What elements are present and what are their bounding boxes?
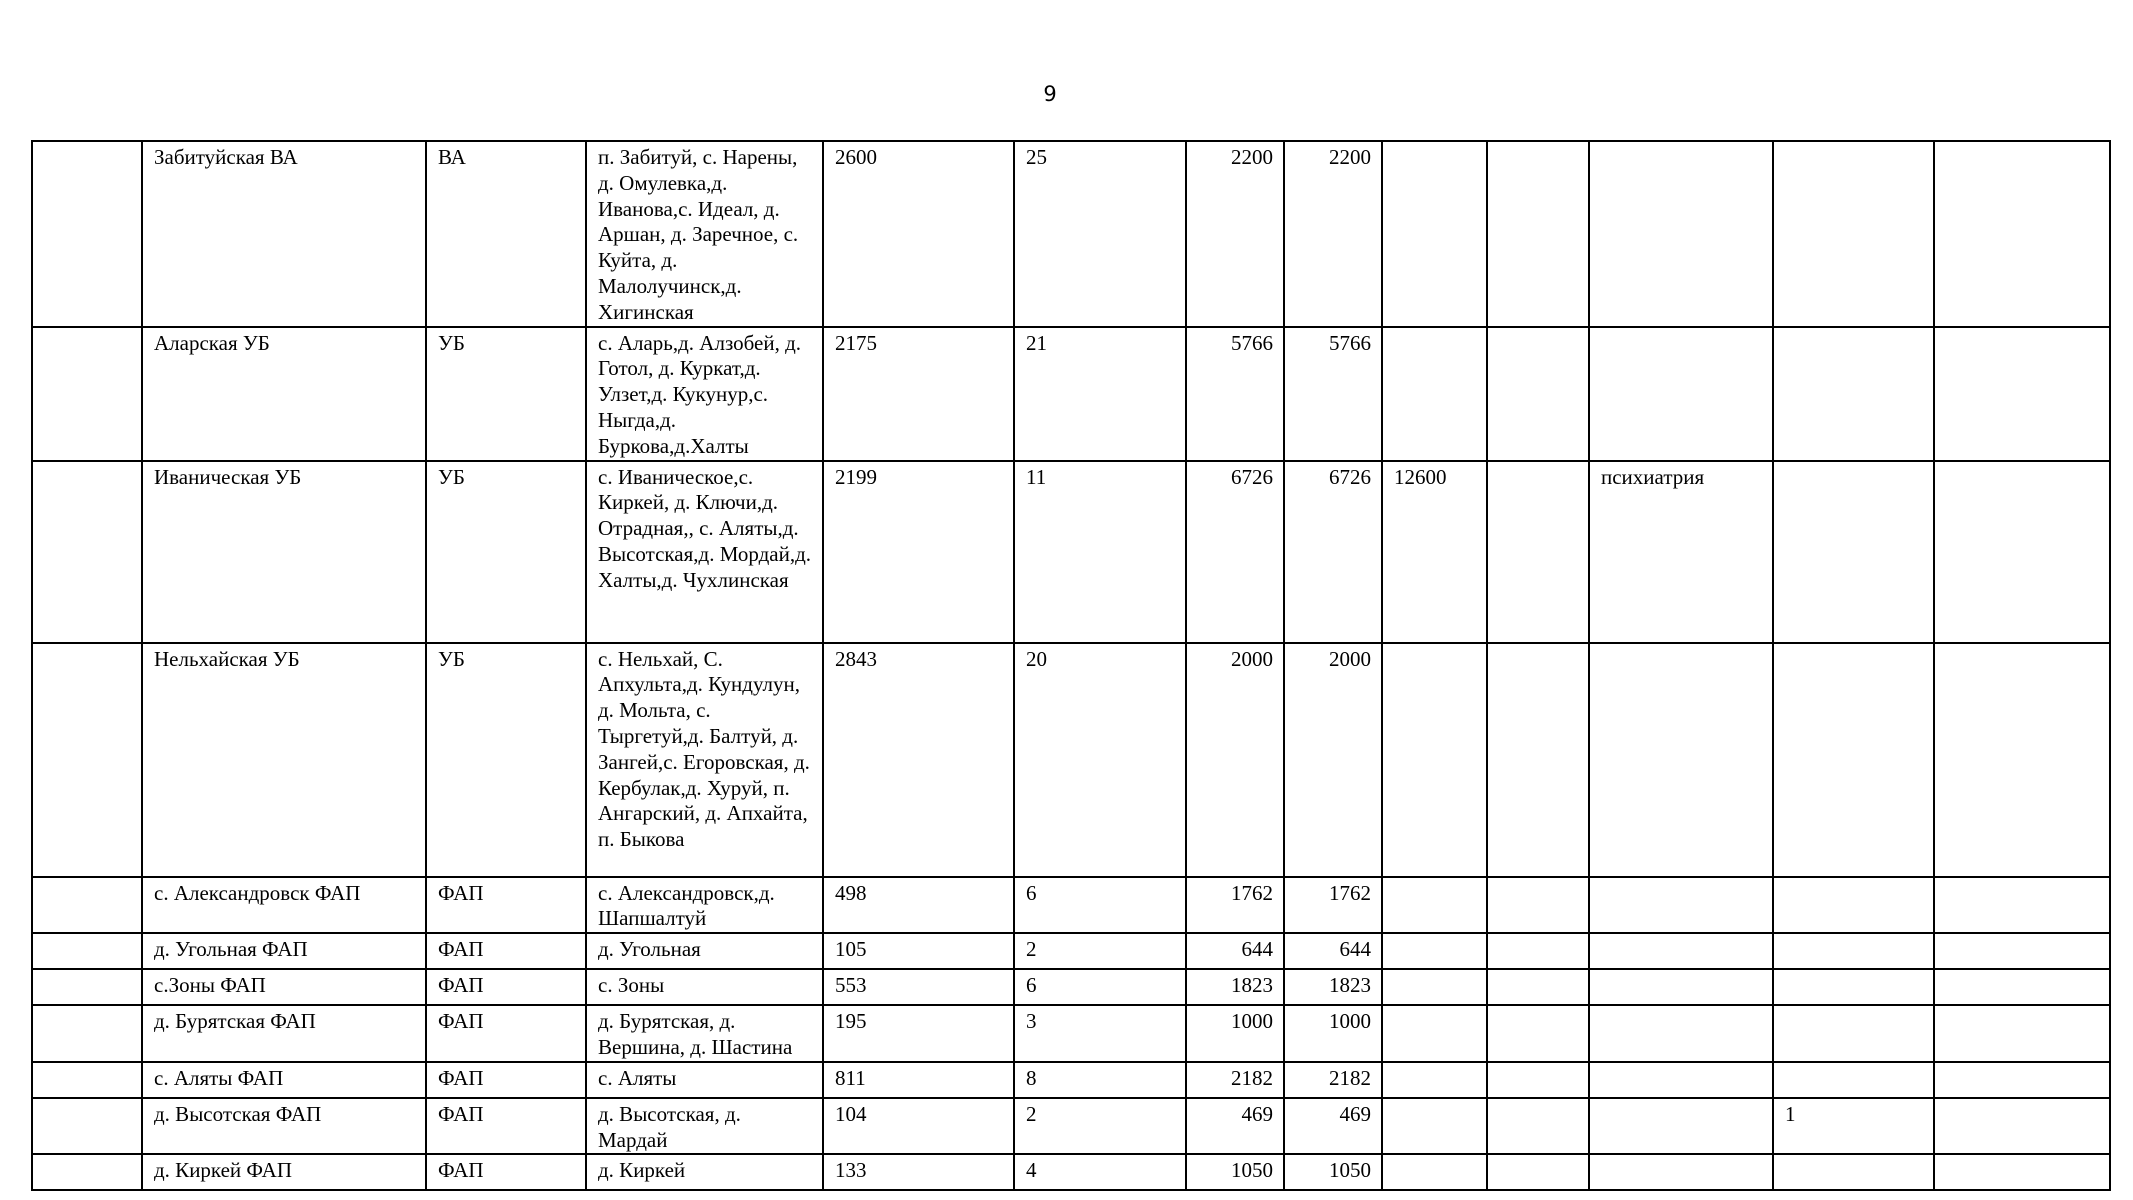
value-cell-5: 2 xyxy=(1014,1098,1186,1155)
facility-type-cell: ФАП xyxy=(426,933,586,969)
value-cell-7: 1050 xyxy=(1284,1154,1382,1190)
value-cell-6: 1762 xyxy=(1186,877,1284,934)
facility-name-cell: д. Высотская ФАП xyxy=(142,1098,426,1155)
facility-name-cell: Аларская УБ xyxy=(142,327,426,461)
value-cell-9 xyxy=(1487,1154,1589,1190)
value-cell-12 xyxy=(1934,877,2110,934)
value-cell-10 xyxy=(1589,1005,1773,1062)
facility-name-cell: д. Киркей ФАП xyxy=(142,1154,426,1190)
value-cell-4: 2600 xyxy=(823,141,1014,327)
index-cell xyxy=(32,933,142,969)
value-cell-12 xyxy=(1934,643,2110,877)
table-row xyxy=(32,877,2110,934)
value-cell-12 xyxy=(1934,969,2110,1005)
value-cell-5: 20 xyxy=(1014,643,1186,877)
value-cell-4: 553 xyxy=(823,969,1014,1005)
value-cell-5: 21 xyxy=(1014,327,1186,461)
value-cell-5: 4 xyxy=(1014,1154,1186,1190)
value-cell-10 xyxy=(1589,327,1773,461)
value-cell-4: 2199 xyxy=(823,461,1014,643)
value-cell-6: 5766 xyxy=(1186,327,1284,461)
value-cell-10 xyxy=(1589,1098,1773,1155)
index-cell xyxy=(32,1005,142,1062)
value-cell-11 xyxy=(1773,141,1934,327)
value-cell-7: 2182 xyxy=(1284,1062,1382,1098)
value-cell-11: 1 xyxy=(1773,1098,1934,1155)
index-cell xyxy=(32,1098,142,1155)
facility-type-cell: ФАП xyxy=(426,1062,586,1098)
facility-type-cell: ФАП xyxy=(426,1098,586,1155)
localities-cell: с. Аларь,д. Алзобей, д. Готол, д. Куркат,д. Улзет,д. Кукунур,с. Ныгда,д. Буркова,д.Халты xyxy=(586,327,823,461)
value-cell-6: 2182 xyxy=(1186,1062,1284,1098)
value-cell-8 xyxy=(1382,1005,1487,1062)
localities-cell: с. Зоны xyxy=(586,969,823,1005)
value-cell-9 xyxy=(1487,933,1589,969)
facility-name-cell: д. Угольная ФАП xyxy=(142,933,426,969)
table-row xyxy=(32,1154,2110,1190)
value-cell-12 xyxy=(1934,327,2110,461)
value-cell-7: 5766 xyxy=(1284,327,1382,461)
table-row xyxy=(32,1005,2110,1062)
facility-type-cell: УБ xyxy=(426,461,586,643)
value-cell-6: 6726 xyxy=(1186,461,1284,643)
value-cell-11 xyxy=(1773,1005,1934,1062)
value-cell-9 xyxy=(1487,969,1589,1005)
value-cell-7: 1000 xyxy=(1284,1005,1382,1062)
facility-type-cell: УБ xyxy=(426,643,586,877)
value-cell-6: 469 xyxy=(1186,1098,1284,1155)
value-cell-9 xyxy=(1487,1062,1589,1098)
value-cell-6: 1050 xyxy=(1186,1154,1284,1190)
value-cell-8 xyxy=(1382,327,1487,461)
facility-name-cell: д. Бурятская ФАП xyxy=(142,1005,426,1062)
value-cell-10 xyxy=(1589,141,1773,327)
index-cell xyxy=(32,1154,142,1190)
value-cell-6: 2200 xyxy=(1186,141,1284,327)
value-cell-4: 811 xyxy=(823,1062,1014,1098)
value-cell-6: 1000 xyxy=(1186,1005,1284,1062)
value-cell-8 xyxy=(1382,969,1487,1005)
localities-cell: с. Аляты xyxy=(586,1062,823,1098)
facility-name-cell: с. Александровск ФАП xyxy=(142,877,426,934)
value-cell-7: 1762 xyxy=(1284,877,1382,934)
value-cell-8 xyxy=(1382,1062,1487,1098)
value-cell-7: 644 xyxy=(1284,933,1382,969)
value-cell-10 xyxy=(1589,643,1773,877)
table-row xyxy=(32,969,2110,1005)
value-cell-11 xyxy=(1773,1062,1934,1098)
value-cell-4: 498 xyxy=(823,877,1014,934)
localities-cell: с. Иваническое,с. Киркей, д. Ключи,д. Отрадная,, с. Аляты,д. Высотская,д. Мордай,д. Халты,д. Чухлинская xyxy=(586,461,823,643)
value-cell-5: 6 xyxy=(1014,969,1186,1005)
table-row xyxy=(32,1098,2110,1155)
value-cell-5: 2 xyxy=(1014,933,1186,969)
value-cell-10 xyxy=(1589,969,1773,1005)
facility-type-cell: ФАП xyxy=(426,1154,586,1190)
facility-name-cell: Нельхайская УБ xyxy=(142,643,426,877)
page-number: 9 xyxy=(1043,82,1057,106)
value-cell-5: 25 xyxy=(1014,141,1186,327)
value-cell-12 xyxy=(1934,141,2110,327)
value-cell-12 xyxy=(1934,1005,2110,1062)
facility-name-cell: Иваническая УБ xyxy=(142,461,426,643)
table-row xyxy=(32,327,2110,461)
value-cell-7: 469 xyxy=(1284,1098,1382,1155)
value-cell-6: 2000 xyxy=(1186,643,1284,877)
facility-type-cell: ФАП xyxy=(426,1005,586,1062)
value-cell-12 xyxy=(1934,461,2110,643)
index-cell xyxy=(32,327,142,461)
table-row xyxy=(32,933,2110,969)
value-cell-4: 2843 xyxy=(823,643,1014,877)
table-row xyxy=(32,141,2110,327)
value-cell-10 xyxy=(1589,1062,1773,1098)
value-cell-8 xyxy=(1382,1098,1487,1155)
value-cell-4: 104 xyxy=(823,1098,1014,1155)
localities-cell: с. Нельхай, С. Апхульта,д. Кундулун, д. Мольта, с. Тыргетуй,д. Балтуй, д. Зангей,с. Егоровская, д. Кербулак,д. Хуруй, п. Ангарский, д. Апхайта, п. Быкова xyxy=(586,643,823,877)
value-cell-12 xyxy=(1934,1154,2110,1190)
value-cell-8: 12600 xyxy=(1382,461,1487,643)
value-cell-9 xyxy=(1487,141,1589,327)
value-cell-11 xyxy=(1773,969,1934,1005)
value-cell-11 xyxy=(1773,461,1934,643)
value-cell-12 xyxy=(1934,933,2110,969)
value-cell-11 xyxy=(1773,1154,1934,1190)
value-cell-5: 6 xyxy=(1014,877,1186,934)
index-cell xyxy=(32,1062,142,1098)
value-cell-11 xyxy=(1773,933,1934,969)
value-cell-10 xyxy=(1589,877,1773,934)
value-cell-9 xyxy=(1487,327,1589,461)
facility-name-cell: Забитуйская ВА xyxy=(142,141,426,327)
value-cell-7: 1823 xyxy=(1284,969,1382,1005)
value-cell-9 xyxy=(1487,461,1589,643)
value-cell-8 xyxy=(1382,933,1487,969)
index-cell xyxy=(32,969,142,1005)
table-row xyxy=(32,643,2110,877)
facility-type-cell: УБ xyxy=(426,327,586,461)
value-cell-8 xyxy=(1382,643,1487,877)
table-row xyxy=(32,1062,2110,1098)
localities-cell: д. Киркей xyxy=(586,1154,823,1190)
value-cell-8 xyxy=(1382,1154,1487,1190)
index-cell xyxy=(32,877,142,934)
localities-cell: с. Александровск,д. Шапшалтуй xyxy=(586,877,823,934)
value-cell-5: 11 xyxy=(1014,461,1186,643)
value-cell-4: 105 xyxy=(823,933,1014,969)
value-cell-8 xyxy=(1382,877,1487,934)
value-cell-9 xyxy=(1487,1098,1589,1155)
value-cell-8 xyxy=(1382,141,1487,327)
value-cell-4: 195 xyxy=(823,1005,1014,1062)
value-cell-12 xyxy=(1934,1062,2110,1098)
facilities-table xyxy=(31,140,2111,1191)
facility-type-cell: ФАП xyxy=(426,969,586,1005)
localities-cell: д. Угольная xyxy=(586,933,823,969)
index-cell xyxy=(32,461,142,643)
index-cell xyxy=(32,141,142,327)
value-cell-6: 644 xyxy=(1186,933,1284,969)
value-cell-12 xyxy=(1934,1098,2110,1155)
table-row xyxy=(32,461,2110,643)
localities-cell: п. Забитуй, с. Нарены, д. Омулевка,д. Иванова,с. Идеал, д. Аршан, д. Заречное, с. Куйта, д. Малолучинск,д. Хигинская xyxy=(586,141,823,327)
value-cell-5: 3 xyxy=(1014,1005,1186,1062)
localities-cell: д. Бурятская, д. Вершина, д. Шастина xyxy=(586,1005,823,1062)
facility-name-cell: с.Зоны ФАП xyxy=(142,969,426,1005)
value-cell-5: 8 xyxy=(1014,1062,1186,1098)
facility-type-cell: ФАП xyxy=(426,877,586,934)
value-cell-4: 2175 xyxy=(823,327,1014,461)
facility-name-cell: с. Аляты ФАП xyxy=(142,1062,426,1098)
localities-cell: д. Высотская, д. Мардай xyxy=(586,1098,823,1155)
value-cell-11 xyxy=(1773,643,1934,877)
value-cell-11 xyxy=(1773,877,1934,934)
facility-type-cell: ВА xyxy=(426,141,586,327)
index-cell xyxy=(32,643,142,877)
value-cell-7: 6726 xyxy=(1284,461,1382,643)
value-cell-11 xyxy=(1773,327,1934,461)
value-cell-9 xyxy=(1487,1005,1589,1062)
value-cell-10: психиатрия xyxy=(1589,461,1773,643)
value-cell-10 xyxy=(1589,933,1773,969)
value-cell-10 xyxy=(1589,1154,1773,1190)
value-cell-6: 1823 xyxy=(1186,969,1284,1005)
value-cell-7: 2200 xyxy=(1284,141,1382,327)
value-cell-4: 133 xyxy=(823,1154,1014,1190)
value-cell-9 xyxy=(1487,643,1589,877)
value-cell-9 xyxy=(1487,877,1589,934)
value-cell-7: 2000 xyxy=(1284,643,1382,877)
